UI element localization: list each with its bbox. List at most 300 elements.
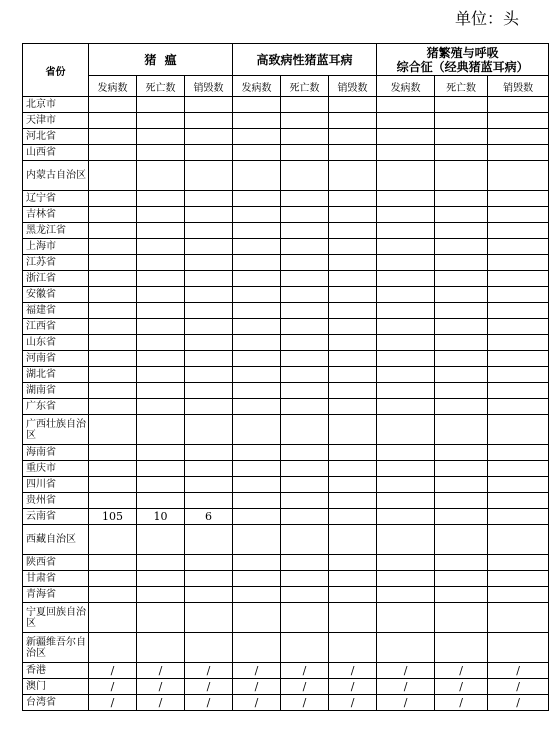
province-name: 安徽省	[23, 287, 89, 303]
data-cell	[377, 223, 435, 239]
data-cell	[233, 97, 281, 113]
data-cell	[435, 525, 488, 555]
data-cell: /	[329, 695, 377, 711]
data-cell	[89, 319, 137, 335]
province-name: 澳门	[23, 679, 89, 695]
data-cell	[185, 255, 233, 271]
data-cell: /	[89, 663, 137, 679]
data-cell	[185, 415, 233, 445]
subheader-cases: 发病数	[377, 76, 435, 97]
data-cell	[435, 587, 488, 603]
data-cell	[281, 161, 329, 191]
data-cell	[377, 399, 435, 415]
data-cell	[89, 303, 137, 319]
province-name: 宁夏回族自治区	[23, 603, 89, 633]
data-cell	[89, 603, 137, 633]
data-cell: /	[185, 663, 233, 679]
data-cell	[89, 113, 137, 129]
data-cell	[185, 113, 233, 129]
data-cell	[488, 445, 549, 461]
data-cell	[137, 239, 185, 255]
data-cell	[137, 383, 185, 399]
data-cell	[488, 239, 549, 255]
province-name: 海南省	[23, 445, 89, 461]
province-name: 广东省	[23, 399, 89, 415]
data-cell	[89, 223, 137, 239]
data-cell	[137, 587, 185, 603]
data-cell	[329, 555, 377, 571]
data-cell	[137, 367, 185, 383]
data-cell	[137, 113, 185, 129]
data-cell	[435, 603, 488, 633]
province-name: 广西壮族自治区	[23, 415, 89, 445]
data-cell	[435, 113, 488, 129]
data-cell: /	[377, 695, 435, 711]
data-cell	[435, 367, 488, 383]
data-cell	[488, 587, 549, 603]
data-cell: /	[281, 679, 329, 695]
province-name: 河北省	[23, 129, 89, 145]
table-body	[23, 97, 549, 711]
province-name: 云南省	[23, 509, 89, 525]
data-cell	[488, 335, 549, 351]
data-cell	[233, 587, 281, 603]
province-name: 江苏省	[23, 255, 89, 271]
data-cell	[329, 239, 377, 255]
data-cell	[329, 571, 377, 587]
data-cell	[281, 461, 329, 477]
data-cell	[233, 555, 281, 571]
table-row	[23, 207, 549, 223]
data-cell	[329, 415, 377, 445]
table-row	[23, 663, 549, 679]
data-cell	[377, 239, 435, 255]
data-cell	[329, 303, 377, 319]
data-cell	[377, 633, 435, 663]
data-cell: /	[137, 663, 185, 679]
data-cell	[488, 303, 549, 319]
data-cell	[435, 207, 488, 223]
data-cell	[329, 509, 377, 525]
data-cell	[137, 493, 185, 509]
province-header: 省份	[23, 44, 89, 97]
data-cell	[185, 603, 233, 633]
data-cell: /	[89, 695, 137, 711]
table-row	[23, 415, 549, 445]
data-cell	[377, 525, 435, 555]
data-cell	[233, 351, 281, 367]
table-row	[23, 161, 549, 191]
data-cell	[329, 223, 377, 239]
table-row	[23, 509, 549, 525]
data-cell	[185, 239, 233, 255]
data-cell	[329, 161, 377, 191]
data-cell	[233, 383, 281, 399]
table-row	[23, 525, 549, 555]
data-cell	[233, 303, 281, 319]
data-cell	[377, 571, 435, 587]
table-row	[23, 223, 549, 239]
data-cell	[281, 303, 329, 319]
data-cell	[233, 603, 281, 633]
table-row	[23, 603, 549, 633]
data-cell	[233, 477, 281, 493]
data-cell	[137, 335, 185, 351]
data-cell	[89, 461, 137, 477]
data-cell	[185, 461, 233, 477]
data-cell	[329, 477, 377, 493]
province-name: 香港	[23, 663, 89, 679]
table-row	[23, 493, 549, 509]
data-cell	[137, 555, 185, 571]
data-cell	[233, 335, 281, 351]
data-cell	[435, 335, 488, 351]
data-cell	[377, 415, 435, 445]
data-cell	[137, 525, 185, 555]
data-cell	[488, 571, 549, 587]
data-cell	[488, 461, 549, 477]
data-cell: /	[281, 663, 329, 679]
table-row	[23, 695, 549, 711]
province-name: 贵州省	[23, 493, 89, 509]
data-cell	[89, 271, 137, 287]
data-cell	[377, 587, 435, 603]
data-cell	[233, 399, 281, 415]
data-cell	[488, 145, 549, 161]
table-row	[23, 461, 549, 477]
data-cell	[185, 587, 233, 603]
province-name: 山东省	[23, 335, 89, 351]
data-cell	[233, 509, 281, 525]
data-cell	[329, 255, 377, 271]
table-row	[23, 367, 549, 383]
data-cell	[137, 129, 185, 145]
data-cell	[488, 383, 549, 399]
data-cell	[488, 555, 549, 571]
data-cell	[89, 445, 137, 461]
data-cell	[281, 113, 329, 129]
data-cell	[233, 145, 281, 161]
subheader-deaths: 死亡数	[435, 76, 488, 97]
data-cell	[233, 161, 281, 191]
data-cell	[233, 461, 281, 477]
data-cell	[137, 223, 185, 239]
province-name: 江西省	[23, 319, 89, 335]
data-cell	[329, 493, 377, 509]
data-cell	[89, 287, 137, 303]
data-cell	[233, 255, 281, 271]
data-cell	[488, 603, 549, 633]
group-header-prrs: 猪繁殖与呼吸 综合征（经典猪蓝耳病）	[377, 44, 549, 76]
data-cell	[185, 223, 233, 239]
province-name: 陕西省	[23, 555, 89, 571]
data-cell	[377, 445, 435, 461]
data-cell	[329, 367, 377, 383]
data-cell	[377, 287, 435, 303]
data-cell	[435, 271, 488, 287]
data-cell	[89, 555, 137, 571]
data-cell	[435, 399, 488, 415]
data-cell	[435, 319, 488, 335]
header-row-groups	[23, 44, 549, 76]
data-cell	[329, 97, 377, 113]
data-cell	[89, 415, 137, 445]
data-cell	[329, 207, 377, 223]
data-cell	[281, 97, 329, 113]
table-row	[23, 239, 549, 255]
subheader-cases: 发病数	[233, 76, 281, 97]
data-cell	[488, 509, 549, 525]
data-cell	[233, 493, 281, 509]
province-name: 湖南省	[23, 383, 89, 399]
data-cell	[137, 161, 185, 191]
data-cell	[137, 97, 185, 113]
data-cell	[329, 319, 377, 335]
data-cell	[185, 383, 233, 399]
data-cell	[488, 191, 549, 207]
data-cell	[488, 351, 549, 367]
province-name: 吉林省	[23, 207, 89, 223]
data-cell	[488, 319, 549, 335]
data-cell: 6	[185, 509, 233, 525]
data-cell	[89, 367, 137, 383]
province-name: 福建省	[23, 303, 89, 319]
data-cell	[89, 525, 137, 555]
group-header-swine-fever: 猪 瘟	[89, 44, 233, 76]
data-cell	[329, 335, 377, 351]
data-cell	[377, 97, 435, 113]
data-cell	[281, 383, 329, 399]
data-cell	[377, 461, 435, 477]
province-name: 内蒙古自治区	[23, 161, 89, 191]
data-cell	[488, 129, 549, 145]
data-cell	[233, 415, 281, 445]
data-cell	[435, 145, 488, 161]
data-cell	[185, 319, 233, 335]
table-row	[23, 571, 549, 587]
data-cell	[185, 191, 233, 207]
data-cell	[435, 239, 488, 255]
data-cell	[488, 415, 549, 445]
data-cell	[137, 319, 185, 335]
data-cell: /	[329, 663, 377, 679]
table-row	[23, 191, 549, 207]
subheader-cases: 发病数	[89, 76, 137, 97]
data-cell	[137, 351, 185, 367]
table-row	[23, 383, 549, 399]
province-name: 西藏自治区	[23, 525, 89, 555]
data-cell	[377, 255, 435, 271]
data-cell	[185, 351, 233, 367]
data-cell	[281, 335, 329, 351]
data-cell	[329, 271, 377, 287]
data-cell	[185, 145, 233, 161]
data-cell	[281, 477, 329, 493]
data-cell	[435, 191, 488, 207]
statistics-table	[22, 43, 549, 711]
data-cell	[435, 303, 488, 319]
data-cell	[377, 555, 435, 571]
data-cell	[137, 271, 185, 287]
data-cell	[435, 223, 488, 239]
data-cell	[281, 587, 329, 603]
data-cell	[377, 335, 435, 351]
data-cell	[281, 555, 329, 571]
data-cell	[89, 493, 137, 509]
province-name: 青海省	[23, 587, 89, 603]
data-cell	[185, 97, 233, 113]
data-cell	[89, 207, 137, 223]
data-cell	[377, 161, 435, 191]
data-cell	[233, 367, 281, 383]
data-cell	[329, 145, 377, 161]
province-name: 浙江省	[23, 271, 89, 287]
data-cell	[488, 255, 549, 271]
data-cell	[377, 509, 435, 525]
data-cell	[488, 113, 549, 129]
data-cell	[185, 525, 233, 555]
data-cell	[185, 367, 233, 383]
province-name: 天津市	[23, 113, 89, 129]
table-row	[23, 335, 549, 351]
data-cell	[488, 633, 549, 663]
data-cell	[233, 445, 281, 461]
data-cell	[89, 129, 137, 145]
data-cell	[89, 383, 137, 399]
data-cell	[435, 415, 488, 445]
header-row-subcolumns	[23, 76, 549, 97]
province-name: 黑龙江省	[23, 223, 89, 239]
data-cell	[329, 461, 377, 477]
data-cell	[329, 191, 377, 207]
data-cell	[89, 335, 137, 351]
data-cell	[137, 303, 185, 319]
data-cell	[185, 445, 233, 461]
data-cell	[185, 161, 233, 191]
subheader-deaths: 死亡数	[281, 76, 329, 97]
data-cell	[185, 303, 233, 319]
table-row	[23, 679, 549, 695]
data-cell: /	[377, 679, 435, 695]
data-cell	[185, 129, 233, 145]
data-cell	[137, 603, 185, 633]
data-cell	[377, 113, 435, 129]
data-cell	[377, 145, 435, 161]
data-cell	[281, 415, 329, 445]
data-cell	[233, 191, 281, 207]
data-cell	[89, 351, 137, 367]
data-cell	[281, 145, 329, 161]
data-cell	[377, 207, 435, 223]
data-cell	[329, 129, 377, 145]
data-cell	[281, 603, 329, 633]
data-cell	[281, 207, 329, 223]
data-cell	[233, 207, 281, 223]
table-row	[23, 587, 549, 603]
data-cell	[137, 207, 185, 223]
data-cell: 105	[89, 509, 137, 525]
province-name: 台湾省	[23, 695, 89, 711]
data-cell	[233, 113, 281, 129]
province-name: 辽宁省	[23, 191, 89, 207]
unit-label: 单位：头	[455, 9, 520, 28]
data-cell	[281, 319, 329, 335]
data-cell	[281, 493, 329, 509]
subheader-destroyed: 销毁数	[329, 76, 377, 97]
data-cell	[377, 603, 435, 633]
table-row	[23, 145, 549, 161]
data-cell: /	[329, 679, 377, 695]
data-cell	[233, 223, 281, 239]
data-cell	[435, 445, 488, 461]
data-cell	[377, 493, 435, 509]
data-cell	[329, 445, 377, 461]
data-cell	[435, 255, 488, 271]
data-cell	[377, 477, 435, 493]
data-cell	[137, 255, 185, 271]
data-cell	[488, 271, 549, 287]
data-cell	[89, 477, 137, 493]
data-cell	[233, 287, 281, 303]
data-cell	[329, 525, 377, 555]
data-cell	[137, 461, 185, 477]
data-cell	[377, 351, 435, 367]
data-cell	[89, 399, 137, 415]
data-cell: /	[377, 663, 435, 679]
data-cell: /	[233, 663, 281, 679]
data-cell	[329, 287, 377, 303]
data-cell	[488, 477, 549, 493]
data-cell	[137, 287, 185, 303]
data-cell	[281, 399, 329, 415]
data-cell	[89, 571, 137, 587]
data-cell	[137, 633, 185, 663]
data-cell	[233, 239, 281, 255]
data-cell: /	[435, 695, 488, 711]
data-cell	[435, 287, 488, 303]
data-cell	[89, 633, 137, 663]
data-cell	[435, 383, 488, 399]
data-cell	[137, 399, 185, 415]
data-cell	[281, 129, 329, 145]
data-cell	[377, 271, 435, 287]
data-cell	[89, 255, 137, 271]
data-cell	[137, 191, 185, 207]
data-cell	[281, 367, 329, 383]
data-cell	[488, 97, 549, 113]
data-cell	[488, 367, 549, 383]
data-cell	[377, 383, 435, 399]
data-cell	[488, 399, 549, 415]
data-cell	[137, 477, 185, 493]
table-row	[23, 445, 549, 461]
data-cell	[435, 477, 488, 493]
province-name: 甘肃省	[23, 571, 89, 587]
table-row	[23, 633, 549, 663]
data-cell: /	[233, 679, 281, 695]
data-cell	[89, 587, 137, 603]
data-cell	[185, 633, 233, 663]
data-cell	[329, 351, 377, 367]
data-cell	[137, 445, 185, 461]
table-row	[23, 399, 549, 415]
data-cell	[435, 161, 488, 191]
data-cell	[281, 509, 329, 525]
data-cell: /	[137, 679, 185, 695]
data-cell	[233, 271, 281, 287]
data-cell	[329, 399, 377, 415]
data-cell: /	[185, 695, 233, 711]
